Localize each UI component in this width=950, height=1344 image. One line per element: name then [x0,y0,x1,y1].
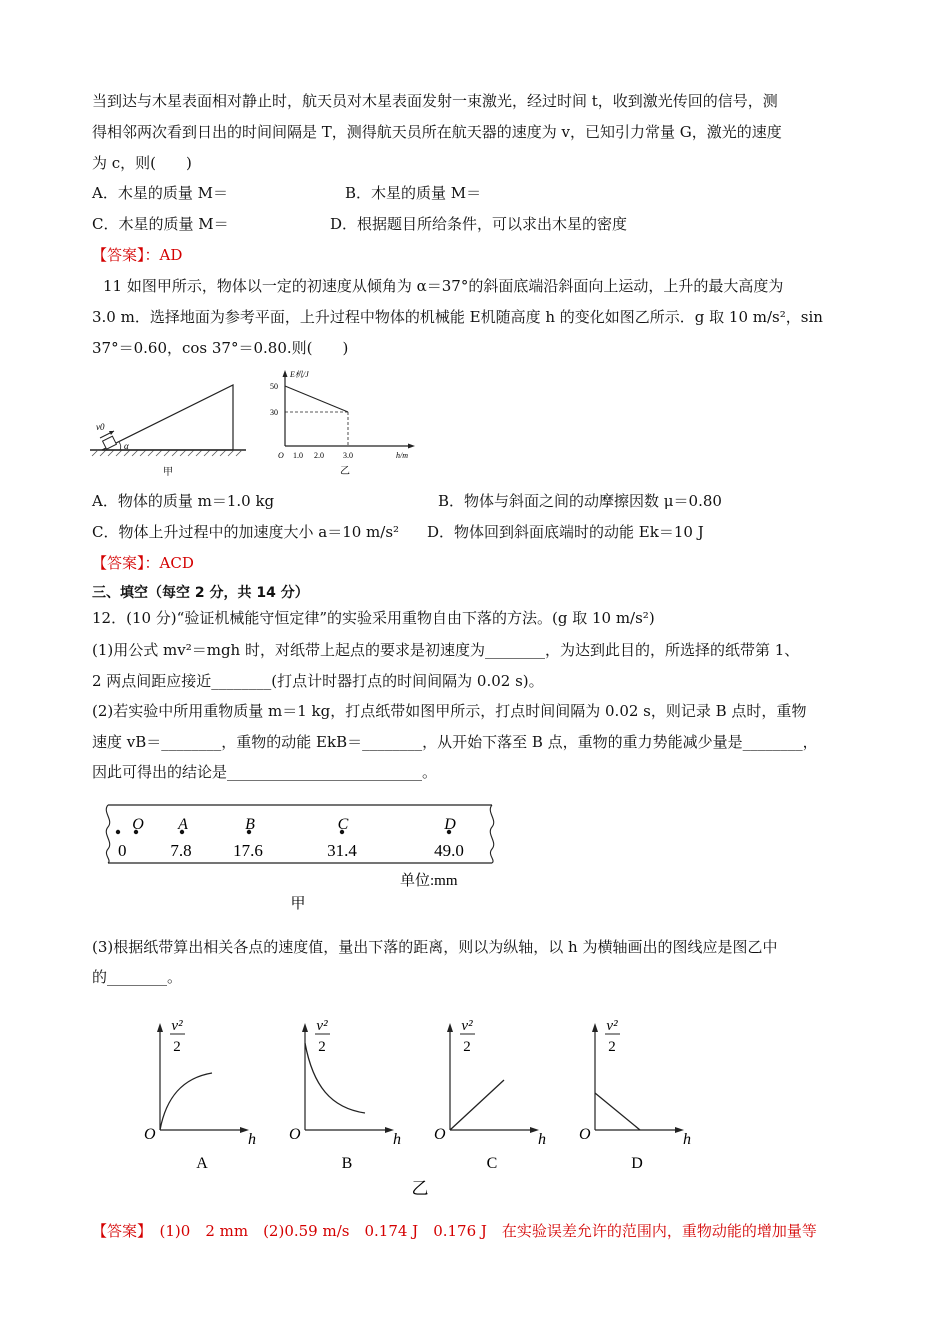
y-label-numerator: v² [461,1018,473,1034]
answer-label: 【答案】： [92,246,160,264]
v0-label: v0 [96,422,105,432]
graph-curve [160,1073,212,1130]
origin-label: O [579,1126,591,1143]
tape-letter-a: A [178,816,188,833]
q11-option-d: D．物体回到斜面底端时的动能 Ek＝10 J [427,523,704,541]
tape-letter-o: O [132,816,144,833]
x-label: h [393,1131,401,1148]
block [103,436,117,449]
q10-answer [92,244,182,266]
y-axis-label: E机/J [290,370,309,379]
graph-label: B [341,1155,353,1172]
q11-line1: 11 如图甲所示，物体以一定的初速度从倾角为 α＝37°的斜面底端沿斜面向上运动，上升的最大高度为 [103,277,784,295]
q12-line1: 12．(10 分)“验证机械能守恒定律”的实验采用重物自由下落的方法。(g 取 10 m/s²) [92,609,655,627]
graph-curve [595,1093,640,1130]
x-label: h [538,1131,546,1148]
graph-curve [305,1043,365,1113]
incline-triangle [102,385,233,450]
y-label-denominator: 2 [173,1039,181,1055]
origin-label: O [434,1126,446,1143]
xtick-1: 1.0 [293,451,303,460]
paper-tape-figure [100,800,500,920]
q12-answer [92,1220,817,1242]
y-label-numerator: v² [316,1018,328,1034]
q10-line3: 为 c，则( ) [92,154,192,172]
q12-part1-line1: (1)用公式 mv²＝mgh 时，对纸带上起点的要求是初速度为________，为达到此目的，所选择的纸带第 1、 [92,641,800,659]
y-label-denominator: 2 [463,1039,471,1055]
tape-caption: 甲 [290,896,306,912]
answer-label: 【答案】： [92,554,160,572]
answer-label: 【答案】 [92,1222,145,1240]
tape-value-a: 7.8 [170,841,192,860]
q12-part2-line1: (2)若实验中所用重物质量 m＝1 kg，打点纸带如图甲所示，打点时间间隔为 0.02 s，则记录 B 点时，重物 [92,702,807,720]
tape-letter-c: C [337,816,349,833]
graphs-figure [130,1008,710,1203]
fig-jia-caption: 甲 [163,467,173,478]
graph-label: C [486,1155,498,1172]
xtick-3: 3.0 [343,451,353,460]
origin-label: O [289,1126,301,1143]
q12-part3-line1: (3)根据纸带算出相关各点的速度值，量出下落的距离，则以为纵轴，以 h 为横轴画出的图线应是图乙中 [92,938,778,956]
q11-option-b: B．物体与斜面之间的动摩擦因数 μ＝0.80 [438,492,722,510]
graph-label: D [631,1155,643,1172]
q11-option-c: C．物体上升过程中的加速度大小 a＝10 m/s² [92,523,400,541]
q10-option-a: A．木星的质量 M＝ [92,184,228,202]
xtick-2: 2.0 [314,451,324,460]
ytick-30: 30 [270,408,278,417]
graph-b [289,1018,401,1172]
q12-part2-line3: 因此可得出的结论是__________________________。 [92,763,438,781]
tape-dot [116,830,120,834]
graph-d [579,1018,691,1172]
alpha-label: α [124,441,129,451]
x-label: h [683,1131,691,1148]
x-label: h [248,1131,256,1148]
ytick-50: 50 [270,382,278,391]
q10-option-d: D．根据题目所给条件，可以求出木星的密度 [330,215,628,233]
y-label-numerator: v² [171,1018,183,1034]
graph-curve [450,1080,504,1130]
q11-answer [92,552,194,574]
q10-line1: 当到达与木星表面相对静止时，航天员对木星表面发射一束激光，经过时间 t，收到激光传回的信号，测 [92,92,778,110]
q11-line3: 37°＝0.60，cos 37°＝0.80.则( ) [92,339,349,357]
q11-option-a: A．物体的质量 m＝1.0 kg [92,492,275,510]
tape-value-0: 0 [118,841,127,860]
q11-line2: 3.0 m．选择地面为参考平面，上升过程中物体的机械能 E机随高度 h 的变化如图乙所示．g 取 10 m/s²，sin [92,308,823,326]
origin-label: O [144,1126,156,1143]
tape-unit: 单位:mm [400,873,458,889]
tape-value-c: 31.4 [327,841,357,860]
q12-part1-line2: 2 两点间距应接近________(打点计时器打点的时间间隔为 0.02 s)。 [92,672,544,690]
graphs-caption: 乙 [411,1179,429,1198]
tape-value-b: 17.6 [233,841,263,860]
tape-letter-d: D [444,816,456,833]
y-label-denominator: 2 [608,1039,616,1055]
answer-value: (1)0 2 mm (2)0.59 m/s 0.174 J 0.176 J 在实验误差允许的范围内，重物动能的增加量等 [159,1222,817,1240]
q10-option-c: C．木星的质量 M＝ [92,215,229,233]
x-axis-label: h/m [396,451,408,460]
tape-letter-b: B [245,816,255,833]
energy-line [285,386,348,412]
section-heading: 三、填空（每空 2 分，共 14 分） [92,585,309,601]
graph-label: A [196,1155,208,1172]
y-label-numerator: v² [606,1018,618,1034]
graph-c [434,1018,546,1172]
answer-value: AD [159,246,183,264]
q10-line2: 得相邻两次看到日出的时间间隔是 T，测得航天员所在航天器的速度为 v，已知引力常量 G，激光的速度 [92,123,782,141]
fig-yi-caption: 乙 [340,466,350,477]
y-label-denominator: 2 [318,1039,326,1055]
answer-value: ACD [159,554,194,572]
incline-figure [88,380,253,480]
tape-value-d: 49.0 [434,841,464,860]
q10-option-b: B．木星的质量 M＝ [345,184,482,202]
graph-a [144,1018,256,1172]
energy-height-figure [270,368,420,480]
q12-part3-line2: 的________。 [92,968,183,986]
q12-part2-line2: 速度 vB＝________，重物的动能 EkB＝________，从开始下落至 B 点，重物的重力势能减少量是________， [92,733,818,751]
origin-label: O [278,451,284,460]
